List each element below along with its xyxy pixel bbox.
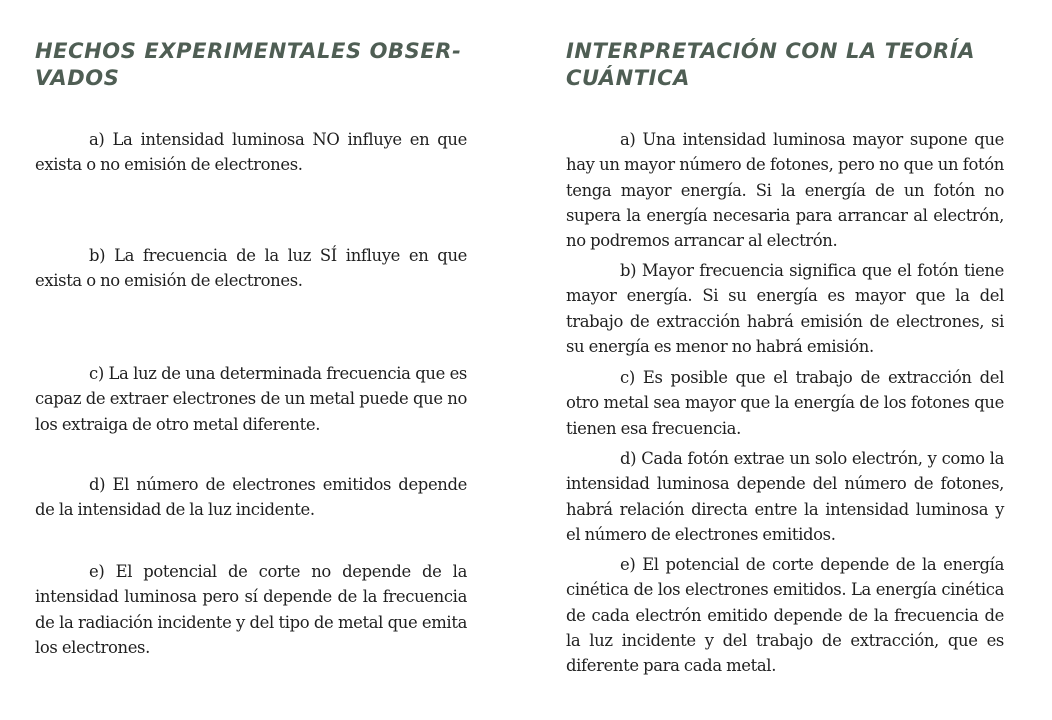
heading-line-1: HECHOS EXPERIMENTALES OBSER- [35, 39, 462, 63]
interpretation-c: c) Es posible que el trabajo de extracción del otro metal sea mayor que la energía de los fotones que tienen esa frecuencia. [566, 368, 1004, 438]
interpretation-a: a) Una intensidad luminosa mayor supone que hay un mayor número de fotones, pero no que un fotón tenga mayor energía. Si la energía de un fotón no supera la energía necesaria para arrancar al electrón, no podremos arrancar al electrón. [566, 130, 1004, 251]
fact-b: b) La frecuencia de la luz SÍ influye en que exista o no emisión de electrones. [35, 246, 467, 291]
fact-e: e) El potencial de corte no depende de la intensidad luminosa pero sí depende de la frecuencia de la radiación incidente y del tipo de metal que emita los electrones. [35, 562, 467, 657]
heading-line-1: INTERPRETACIÓN CON LA TEORÍA [566, 39, 976, 63]
fact-c: c) La luz de una determinada frecuencia que es capaz de extraer electrones de un metal puede que no los extraiga de otro metal diferente. [35, 364, 467, 434]
fact-a: a) La intensidad luminosa NO influye en que exista o no emisión de electrones. [35, 130, 467, 175]
interpretation-b: b) Mayor frecuencia significa que el fotón tiene mayor energía. Si su energía es mayor que la del trabajo de extracción habrá emisión de electrones, si su energía es menor no habrá emisión. [566, 261, 1004, 356]
fact-d: d) El número de electrones emitidos depende de la intensidad de la luz incidente. [35, 475, 467, 520]
heading-line-2: VADOS [35, 66, 120, 90]
interpretation-e: e) El potencial de corte depende de la energía cinética de los electrones emitidos. La energía cinética de cada electrón emitido depende de la frecuencia de la luz incidente y del trabajo de extracción, que es diferente para cada metal. [566, 555, 1004, 676]
quantum-interpretation-heading [566, 38, 975, 92]
experimental-facts-heading [35, 38, 461, 92]
heading-line-2: CUÁNTICA [566, 66, 690, 90]
interpretation-d: d) Cada fotón extrae un solo electrón, y como la intensidad luminosa depende del número de fotones, habrá relación directa entre la intensidad luminosa y el número de electrones emitidos. [566, 449, 1004, 544]
